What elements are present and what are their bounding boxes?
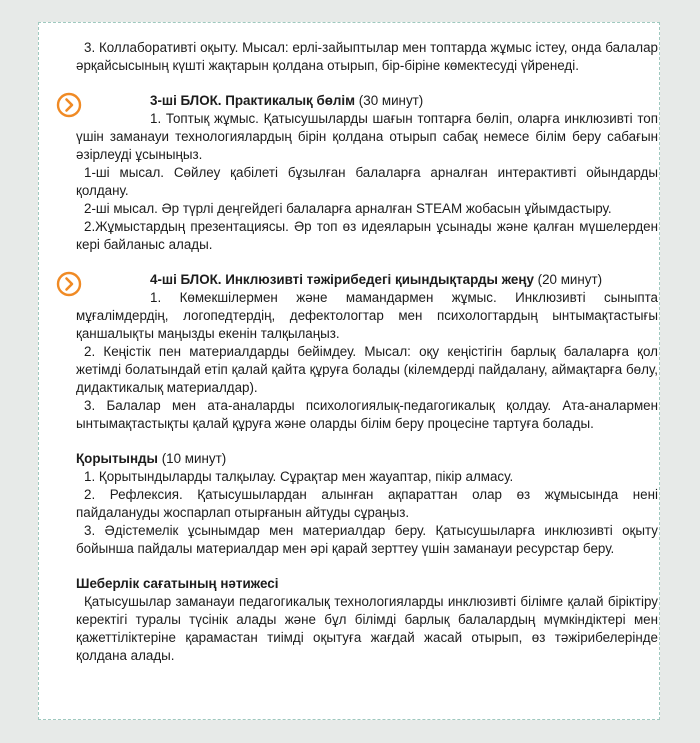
block4-duration: (20 минут) [533,272,603,287]
result-title: Шеберлік сағатының нәтижесі [76,576,279,591]
block4-paragraph: 1. Көмекшілермен және мамандармен жұмыс. Инклюзивті сыныпта мұғалімдердің, логопедтердің, дефектологтар мен психологтардың ынтымақтастығы қаншалықты маңызды екенін талқылаңыз. [76,290,658,341]
block3-paragraph: 2-ші мысал. Әр түрлі деңгейдегі балаларға арналған STEAM жобасын ұйымдастыру. [84,201,612,216]
conclusion-duration: (10 минут) [158,451,227,466]
block4-paragraph: 2. Кеңістік пен материалдарды бейімдеу. Мысал: оқу кеңістігін барлық балаларға қол жетімді болатындай етіп қалай қайта құруға болады (кілемдерді пайдалану, аймақтарға бөлу, дидактикалық материалдар). [76,344,658,395]
chevron-circle-icon [56,92,82,118]
result-paragraph: Қатысушылар заманауи педагогикалық технологияларды инклюзивті білімге қалай біріктіру керектігі туралы түсінік алады және бұл білімді барлық балалардың мүмкіндіктері мен қажеттіліктеріне қарамастан тиімді оқытуға жағдай жасай отырып, өз тәжірибелерінде қолдана алады. [76,594,658,663]
block3-heading [76,92,658,110]
document-page [38,22,660,720]
block3-paragraph: 1. Топтық жұмыс. Қатысушыларды шағын топтарға бөліп, оларға инклюзивті топ үшін заманауи технологиялардың бірін қолдана отырып сабақ немесе білім беру сабағын әзірлеуді ұсыныңыз. [76,111,658,162]
block4-paragraph: 3. Балалар мен ата-аналарды психологиялық-педагогикалық қолдау. Ата-аналармен ынтымақтастықты қалай құруға және оларды білім беру процесіне тартуға болады. [76,398,658,431]
intro-item: 3. Коллаборативті оқыту. Мысал: ерлі-зайыптылар мен топтарда жұмыс істеу, онда балалар әрқайсысының күшті жақтарын қолдана отырып, бір-біріне көмектесуді үйренеді. [76,40,658,73]
conclusion-heading [76,450,658,468]
document-content [76,39,658,665]
conclusion-paragraph: 1. Қорытындыларды талқылау. Сұрақтар мен жауаптар, пікір алмасу. [84,469,514,484]
block3-duration: (30 минут) [355,93,424,108]
conclusion-paragraph: 2. Рефлексия. Қатысушылардан алынған ақпараттан олар өз жұмысында нені пайдалануды жоспарлап отырғанын айтуды сұраңыз. [76,487,658,520]
block4-title: 4-ші БЛОК. Инклюзивті тәжірибедегі қиындықтарды жеңу [150,272,534,287]
block3-section [76,92,658,164]
block3-paragraph: 1-ші мысал. Сөйлеу қабілеті бұзылған балаларға арналған интерактивті ойындарды қолдану. [76,165,658,198]
result-heading [76,575,658,593]
block3-title: 3-ші БЛОК. Практикалық бөлім [150,93,356,108]
block3-paragraph: 2.Жұмыстардың презентациясы. Әр топ өз идеяларын ұсынады және қалған мүшелерден кері байланыс алады. [76,219,658,252]
block4-heading [76,271,658,289]
conclusion-paragraph: 3. Әдістемелік ұсынымдар мен материалдар беру. Қатысушыларға инклюзивті оқыту бойынша пайдалы материалдар мен әрі қарай зерттеу үшін заманауи ресурстар беру. [76,523,658,556]
conclusion-title: Қорытынды [76,451,158,466]
chevron-circle-icon [56,271,82,297]
block4-section [76,271,658,343]
